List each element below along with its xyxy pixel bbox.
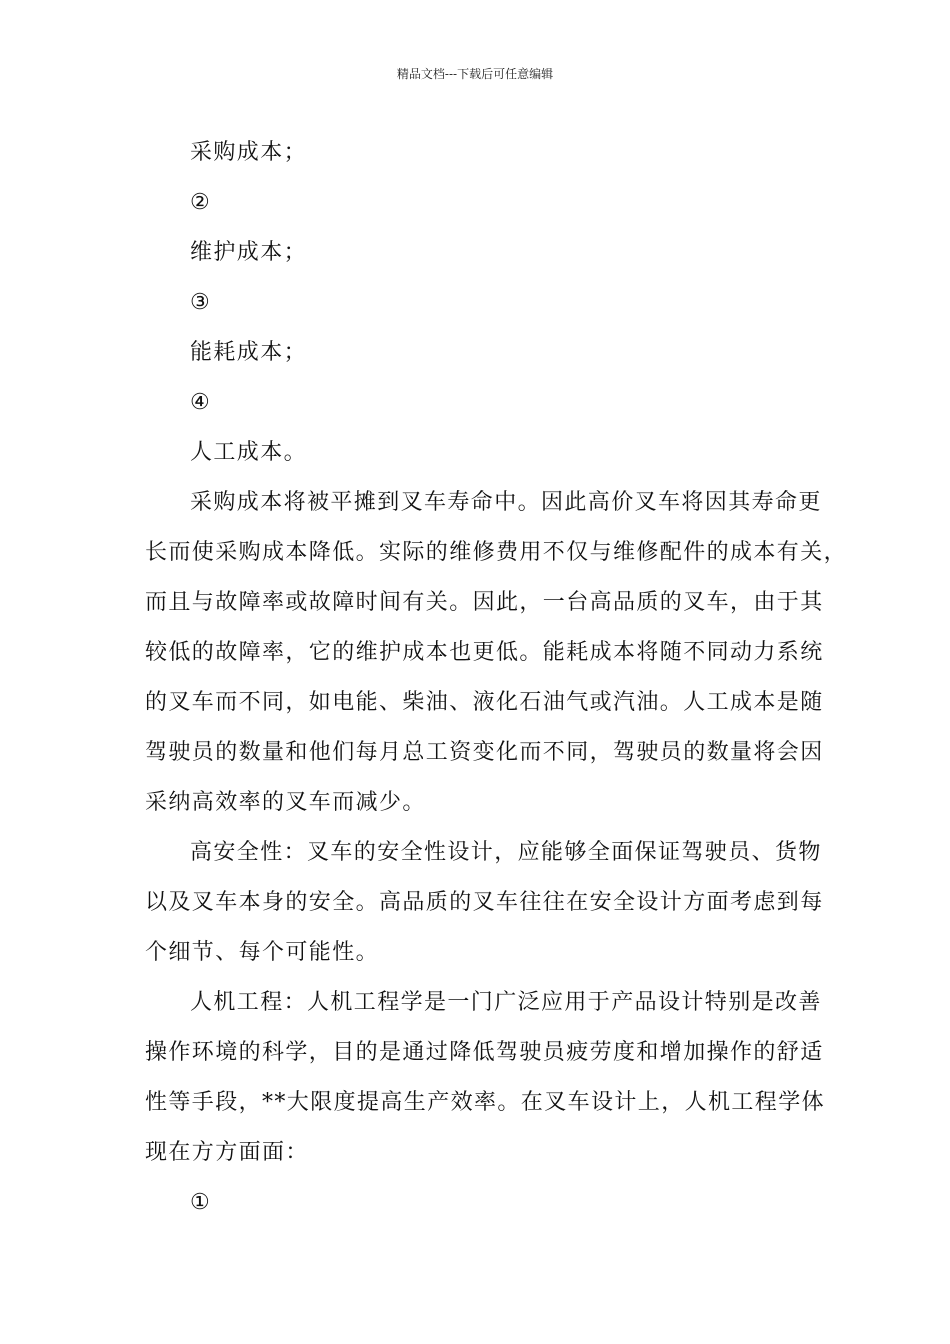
list-marker: ① — [190, 1190, 212, 1215]
page-header: 精品文档---下载后可任意编辑 — [396, 67, 554, 81]
paragraph-line: 现在方方面面： — [145, 1140, 309, 1165]
list-marker: ③ — [190, 290, 212, 315]
paragraph-line: 长而使采购成本降低。实际的维修费用不仅与维修配件的成本有关， — [145, 540, 848, 565]
paragraph-line: 高安全性：叉车的安全性设计，应能够全面保证驾驶员、货物 — [190, 840, 822, 865]
paragraph-line: 性等手段，**大限度提高生产效率。在叉车设计上，人机工程学体 — [145, 1090, 826, 1115]
document-body — [145, 128, 848, 1228]
paragraph-line: 驾驶员的数量和他们每月总工资变化而不同，驾驶员的数量将会因 — [145, 740, 824, 765]
paragraph-line: 人机工程：人机工程学是一门广泛应用于产品设计特别是改善 — [190, 990, 822, 1015]
list-item-text: 采购成本； — [190, 140, 308, 165]
paragraph-line: 以及叉车本身的安全。高品质的叉车往往在安全设计方面考虑到每 — [145, 890, 824, 915]
paragraph-line: 而且与故障率或故障时间有关。因此，一台高品质的叉车，由于其 — [145, 590, 824, 615]
paragraph-line: 操作环境的科学，目的是通过降低驾驶员疲劳度和增加操作的舒适 — [145, 1040, 824, 1065]
list-marker: ④ — [190, 390, 212, 415]
list-item-text: 能耗成本； — [190, 340, 308, 365]
paragraph-line: 的叉车而不同，如电能、柴油、液化石油气或汽油。人工成本是随 — [145, 690, 824, 715]
list-item-text: 维护成本； — [190, 240, 308, 265]
paragraph-line: 个细节、每个可能性。 — [145, 940, 380, 965]
paragraph-line: 采购成本将被平摊到叉车寿命中。因此高价叉车将因其寿命更 — [190, 490, 822, 515]
paragraph-line: 采纳高效率的叉车而减少。 — [145, 790, 426, 815]
list-item-text: 人工成本。 — [190, 440, 308, 465]
list-marker: ② — [190, 190, 212, 215]
paragraph-line: 较低的故障率，它的维护成本也更低。能耗成本将随不同动力系统 — [145, 640, 824, 665]
